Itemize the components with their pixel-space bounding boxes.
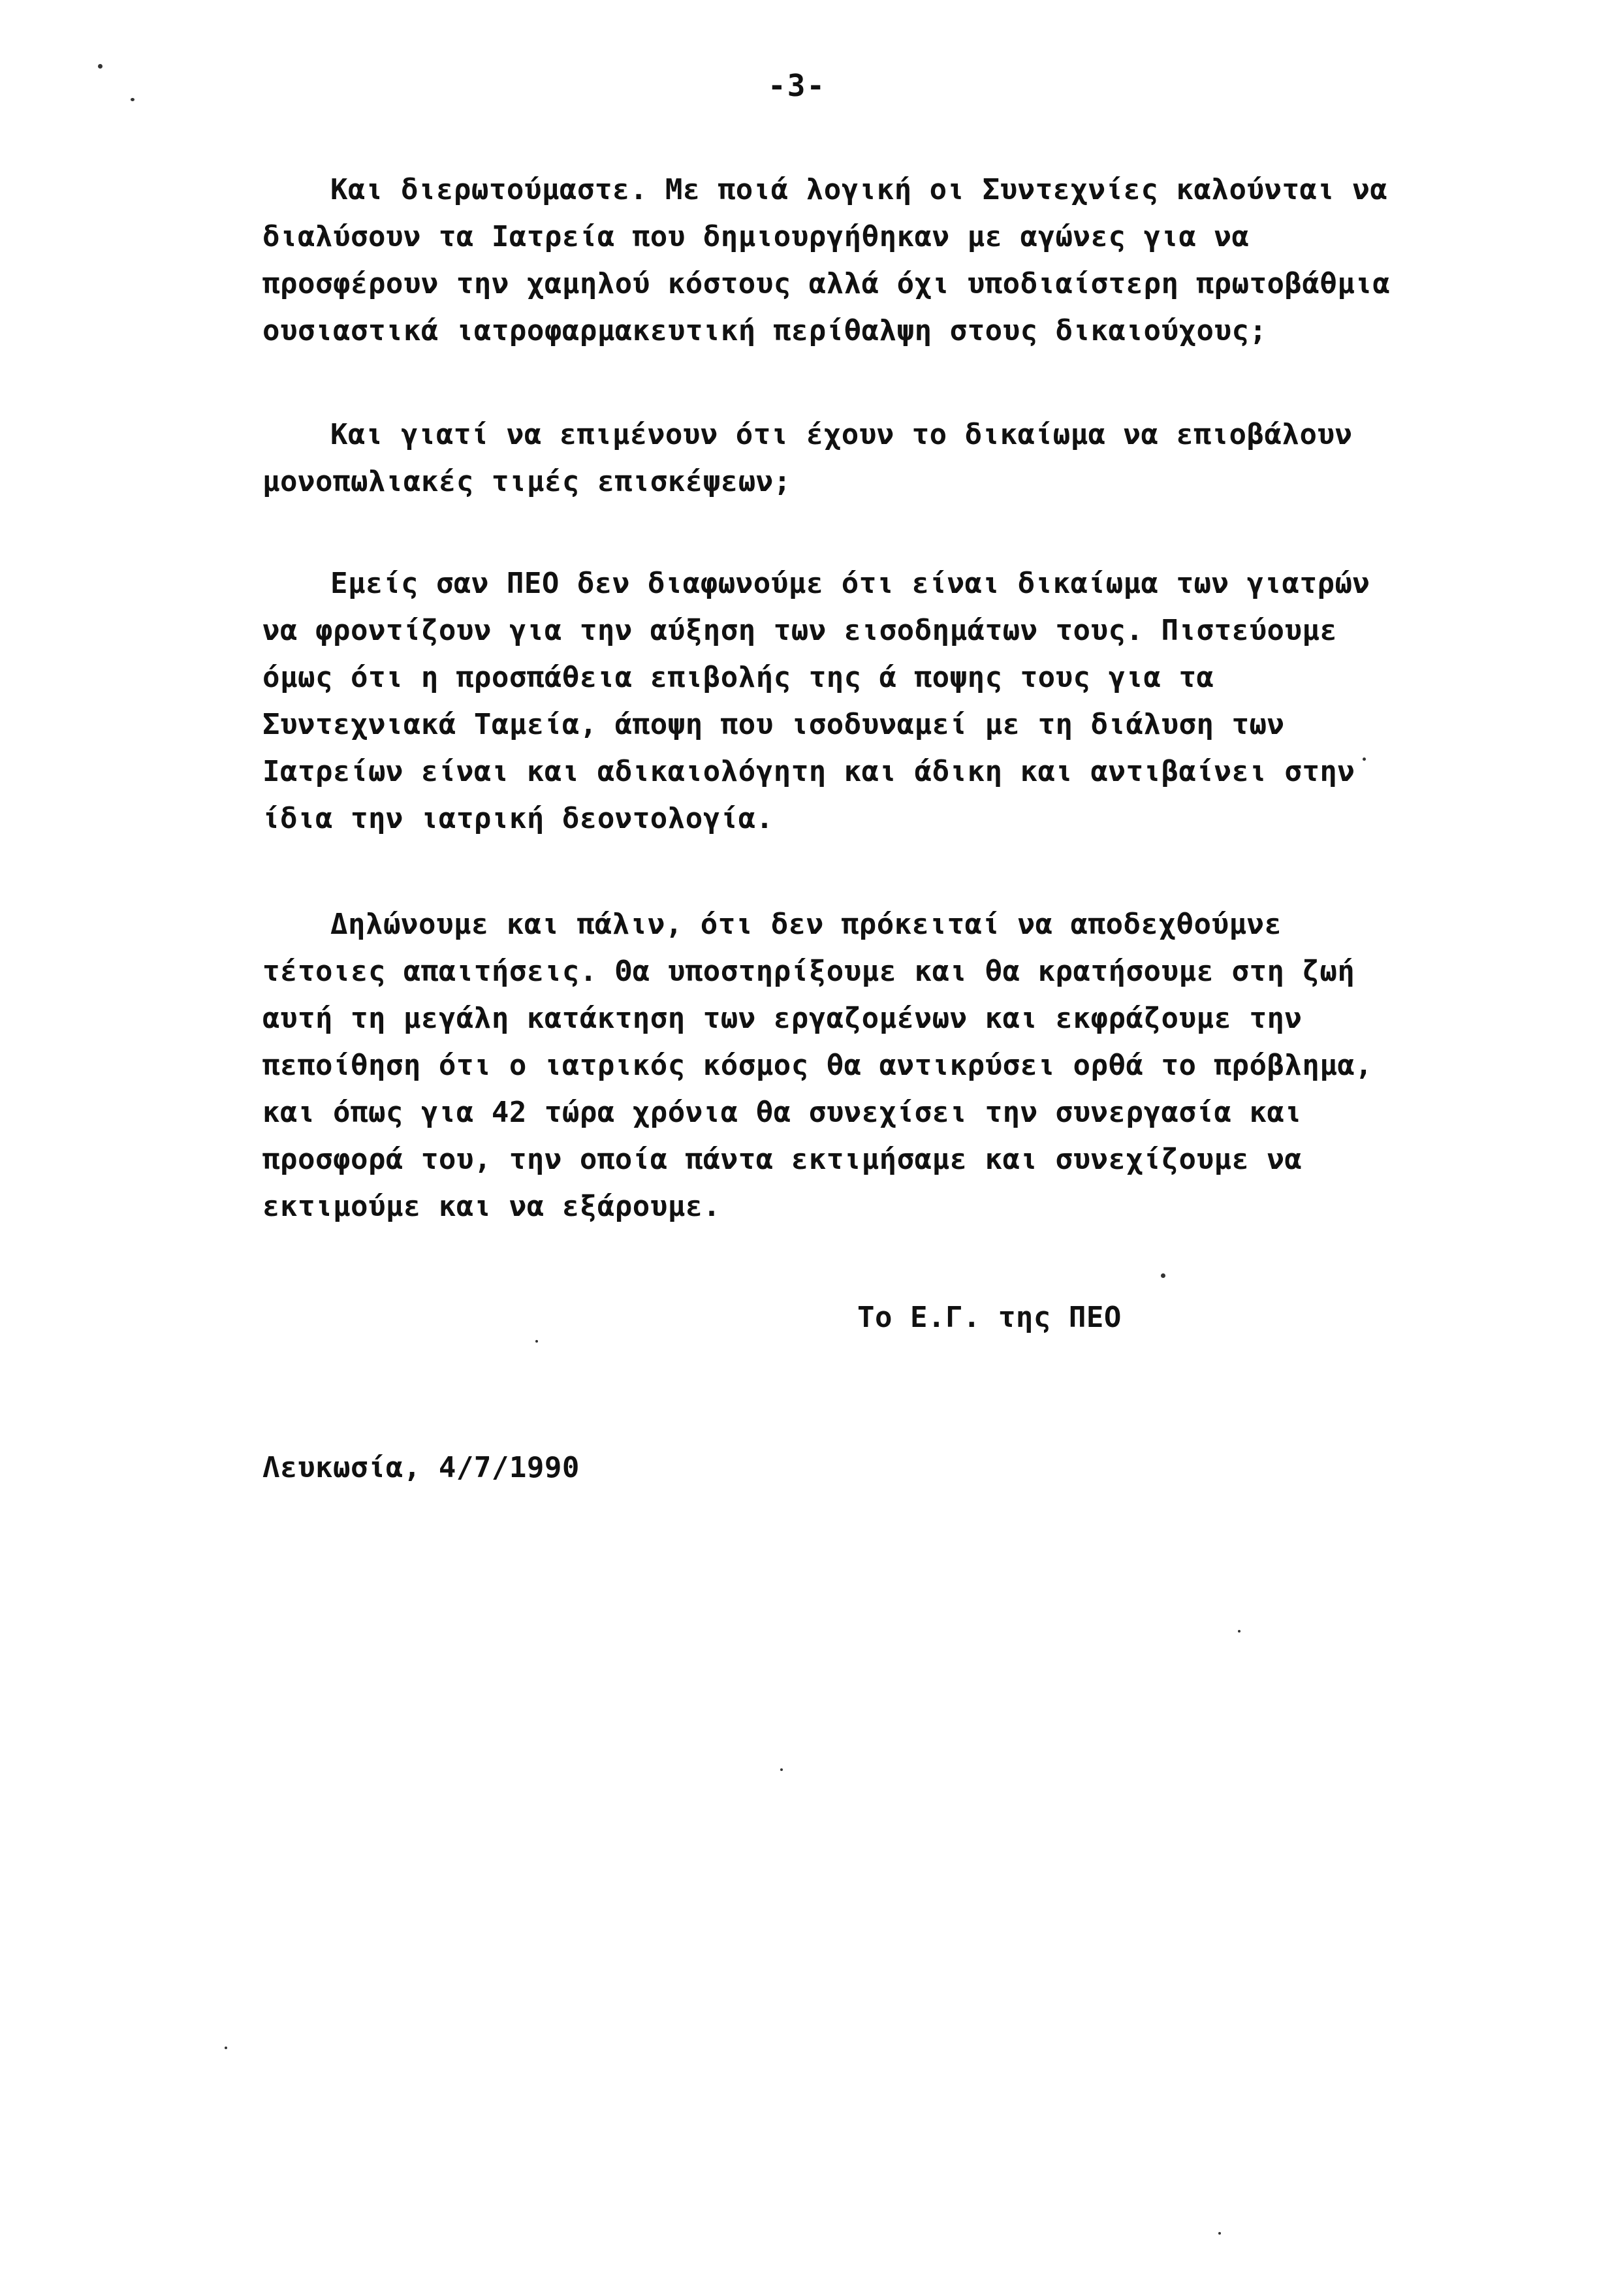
scan-speck	[225, 2047, 227, 2049]
place-date: Λευκωσία, 4/7/1990	[262, 1451, 580, 1484]
text-line: ίδια την ιατρική δεοντολογία.	[262, 802, 774, 835]
paragraph-2	[262, 411, 1353, 505]
scan-speck	[1161, 1273, 1165, 1278]
text-line: πεποίθηση ότι ο ιατρικός κόσμος θα αντικρύσει ορθά το πρόβλημα,	[262, 1049, 1373, 1082]
text-line: Εμείς σαν ΠΕΟ δεν διαφωνούμε ότι είναι δικαίωμα των γιατρών	[330, 567, 1370, 600]
text-line: τέτοιες απαιτήσεις. Θα υποστηρίξουμε και θα κρατήσουμε στη ζωή	[262, 955, 1355, 988]
text-line: προσφορά του, την οποία πάντα εκτιμήσαμε και συνεχίζουμε να	[262, 1143, 1303, 1176]
text-line: Ιατρείων είναι και αδικαιολόγητη και άδικη και αντιβαίνει στην	[262, 755, 1355, 788]
scan-speck	[780, 1768, 783, 1771]
text-line: Και διερωτούμαστε. Με ποιά λογική οι Συντεχνίες καλούνται να	[330, 173, 1388, 206]
scan-speck	[98, 64, 103, 69]
text-line: προσφέρουν την χαμηλού κόστους αλλά όχι υποδιαίστερη πρωτοβάθμια	[262, 267, 1391, 300]
scan-speck	[1218, 2232, 1221, 2235]
text-line: εκτιμούμε και να εξάρουμε.	[262, 1190, 721, 1223]
text-line: ουσιαστικά ιατροφαρμακευτική περίθαλψη στους δικαιούχους;	[262, 314, 1267, 347]
paragraph-1	[262, 167, 1391, 355]
scan-speck	[535, 1340, 538, 1343]
scan-speck	[1363, 757, 1366, 761]
page-number: -3-	[768, 68, 827, 103]
paragraph-4	[262, 901, 1373, 1230]
text-line: Και γιατί να επιμένουν ότι έχουν το δικαίωμα να επιοβάλουν	[330, 418, 1353, 451]
text-line: μονοπωλιακές τιμές επισκέψεων;	[262, 465, 791, 498]
text-line: Δηλώνουμε και πάλιν, ότι δεν πρόκειταί να αποδεχθούμνε	[330, 908, 1282, 941]
signature: Το Ε.Γ. της ΠΕΟ	[857, 1301, 1122, 1334]
scan-speck	[131, 98, 134, 101]
paragraph-3	[262, 560, 1370, 842]
text-line: διαλύσουν τα Ιατρεία που δημιουργήθηκαν με αγώνες για να	[262, 220, 1250, 253]
text-line: Συντεχνιακά Ταμεία, άποψη που ισοδυναμεί με τη διάλυση των	[262, 708, 1285, 741]
text-line: και όπως για 42 τώρα χρόνια θα συνεχίσει την συνεργασία και	[262, 1096, 1303, 1129]
scan-speck	[1238, 1630, 1241, 1633]
text-line: να φροντίζουν για την αύξηση των εισοδημάτων τους. Πιστεύουμε	[262, 614, 1338, 647]
text-line: όμως ότι η προσπάθεια επιβολής της ά ποψης τους για τα	[262, 661, 1214, 694]
text-line: αυτή τη μεγάλη κατάκτηση των εργαζομένων και εκφράζουμε την	[262, 1002, 1303, 1035]
